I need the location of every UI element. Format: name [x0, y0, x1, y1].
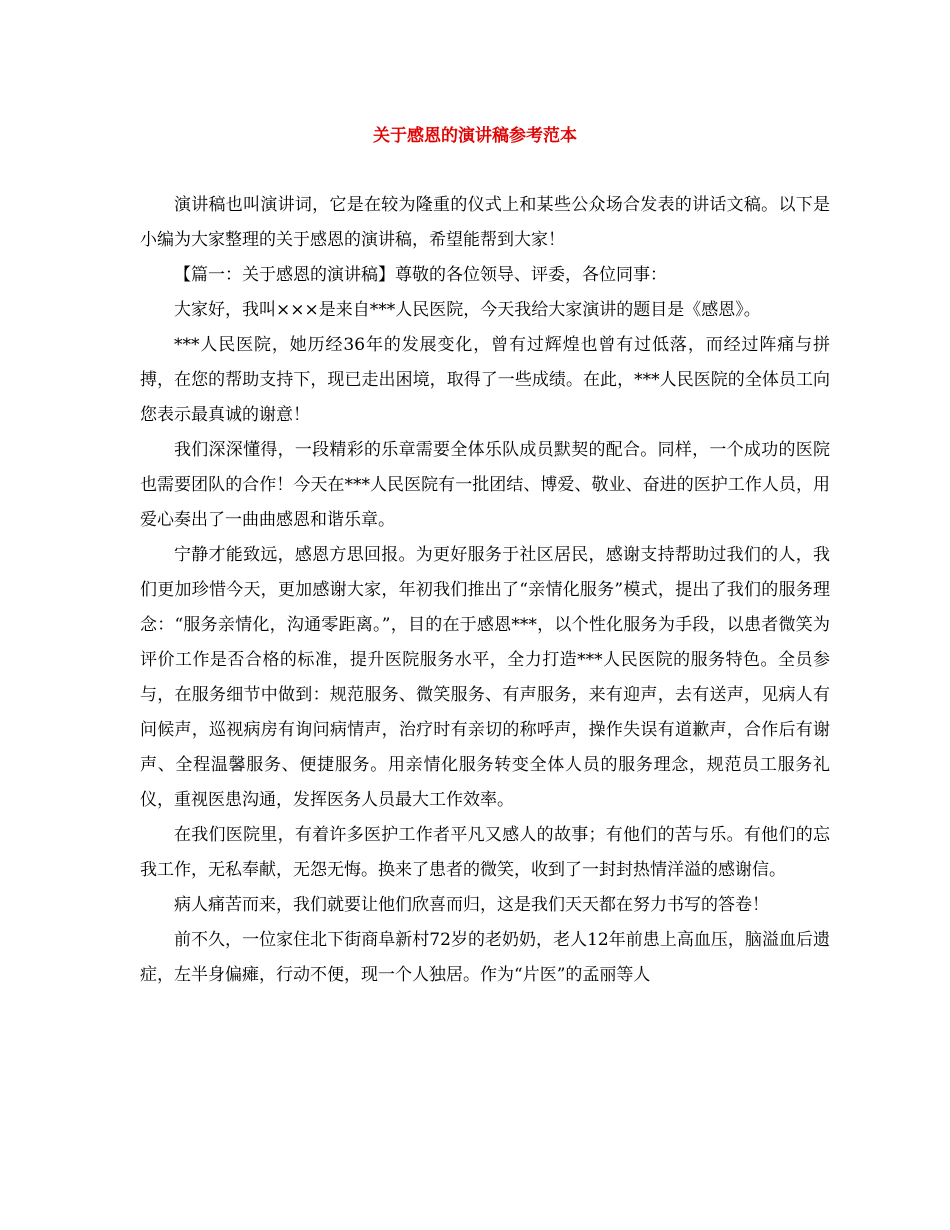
paragraph-greeting: 大家好，我叫×××是来自***人民医院，今天我给大家演讲的题目是《感恩》。 [174, 300, 761, 320]
document-title: 关于感恩的演讲稿参考范本 [373, 126, 577, 146]
paragraph-stories: 在我们医院里，有着许多医护工作者平凡又感人的故事；有他们的苦与乐。有他们的忘我工作，无私奉献，无怨无悔。换来了患者的微笑，收到了一封封热情洋溢的感谢信。 [140, 825, 830, 880]
document-body [140, 188, 830, 993]
paragraph-section-heading: 【篇一：关于感恩的演讲稿】尊敬的各位领导、评委，各位同事： [174, 265, 667, 285]
paragraph-answer: 病人痛苦而来，我们就要让他们欣喜而归，这是我们天天都在努力书写的答卷！ [174, 895, 769, 915]
paragraph-hospital-history: ***人民医院，她历经36年的发展变化，曾有过辉煌也曾有过低落，而经过阵痛与拼搏，在您的帮助支持下，现已走出困境，取得了一些成绩。在此，***人民医院的全体员工向您表示最真诚的谢意！ [140, 335, 830, 425]
paragraph-intro: 演讲稿也叫演讲词，它是在较为隆重的仪式上和某些公众场合发表的讲话文稿。以下是小编为大家整理的关于感恩的演讲稿，希望能帮到大家！ [140, 195, 830, 250]
paragraph-teamwork: 我们深深懂得，一段精彩的乐章需要全体乐队成员默契的配合。同样，一个成功的医院也需要团队的合作！今天在***人民医院有一批团结、博爱、敬业、奋进的医护工作人员，用爱心奏出了一曲曲感恩和谐乐章。 [140, 440, 830, 530]
paragraph-example: 前不久，一位家住北下街商阜新村72岁的老奶奶，老人12年前患上高血压，脑溢血后遗症，左半身偏瘫，行动不便，现一个人独居。作为“片医”的孟丽等人 [140, 930, 830, 985]
paragraph-service-concept: 宁静才能致远，感恩方思回报。为更好服务于社区居民，感谢支持帮助过我们的人，我们更加珍惜今天，更加感谢大家，年初我们推出了“亲情化服务”模式，提出了我们的服务理念：“服务亲情化，沟通零距离。”，目的在于感恩***，以个性化服务为手段，以患者微笑为评价工作是否合格的标准，提升医院服务水平，全力打造***人民医院的服务特色。全员参与，在服务细节中做到：规范服务、微笑服务、有声服务，来有迎声，去有送声，见病人有问候声，巡视病房有询问病情声，治疗时有亲切的称呼声，操作失误有道歉声，合作后有谢声、全程温馨服务、便捷服务。用亲情化服务转变全体人员的服务理念，规范员工服务礼仪，重视医患沟通，发挥医务人员最大工作效率。 [140, 545, 830, 810]
